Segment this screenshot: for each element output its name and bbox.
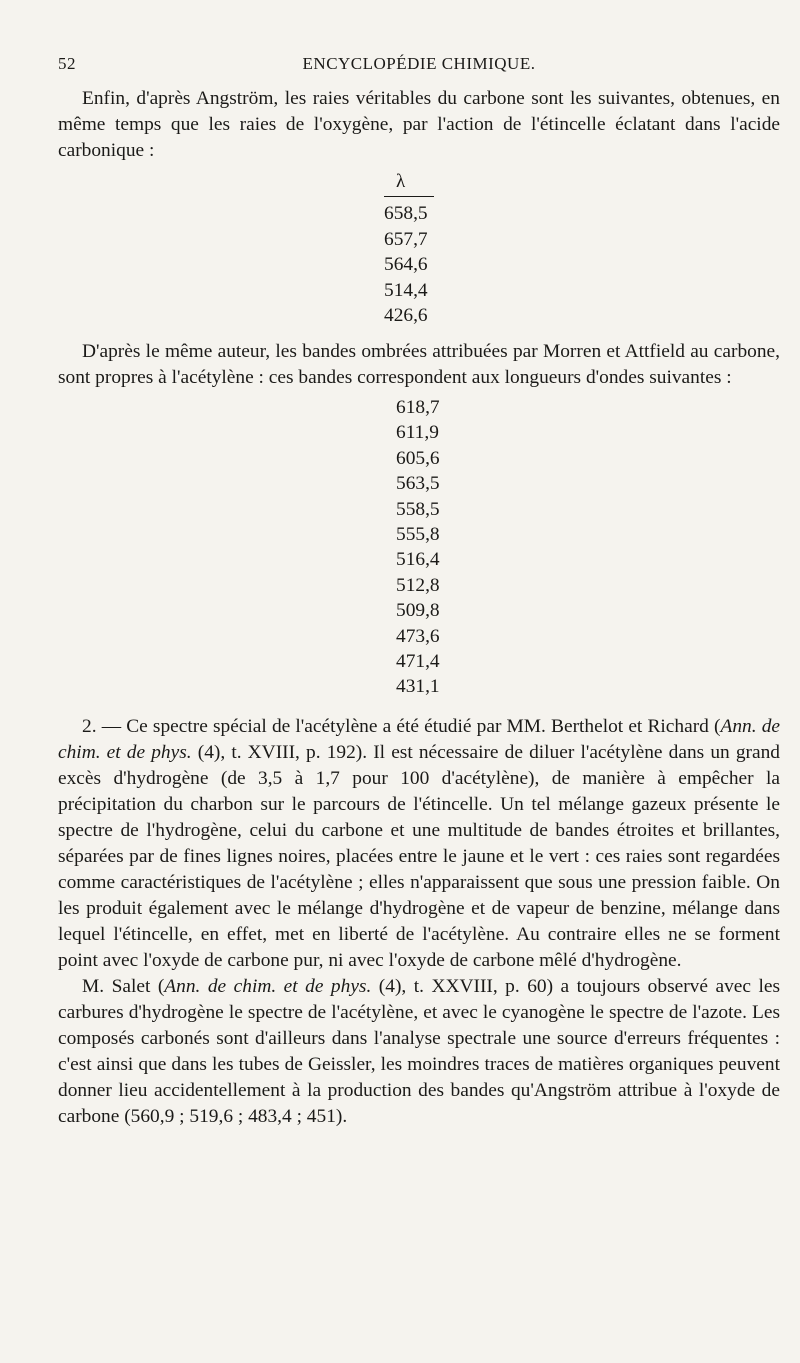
intro-paragraph: Enfin, d'après Angström, les raies véritables du carbone sont les suivantes, obtenues, en même temps que les raies de l'oxygène, par l'action de l'étincelle éclatant dans l'acide carbonique : [58,88,780,161]
paragraph-text: 2. — Ce spectre spécial de l'acétylène a été étudié par MM. Berthelot et Richard ( [82,715,721,737]
journal-reference: Ann. de chim. et de phys. [58,715,780,763]
document-page [58,50,780,1130]
paragraph-text: (4), t. XVIII, p. 192). Il est nécessaire de diluer l'acétylène dans un grand excès d'hydrogène (de 3,5 à 1,7 pour 100 d'acétylène), de manière à empêcher la précipitation du charbon sur le parcours de l'étincelle. Un tel mélange gazeux présente le spectre de l'hydrogène, celui du carbone et une multitude de bandes étroites et brillantes, séparées par de fines lignes noires, placées entre le jaune et le vert : ces raies sont regardées comme caractéristiques de l'acétylène ; elles n'apparaissent que sous une pression faible. On les produit également avec le mélange d'hydrogène et de vapeur de benzine, mélange dans lequel l'étincelle, en effet, met en liberté de l'acétylène. Au contraire elles ne se forment point avec l'oxyde de carbone pur, ni avec l'oxyde de carbone mêlé d'hydrogène. [58,741,780,971]
bands-intro-paragraph: D'après le même auteur, les bandes ombrées attribuées par Morren et Attfield au carbone, sont propres à l'acétylène : ces bandes correspondent aux longueurs d'ondes suivantes : [58,340,780,388]
carbon-lines-column [58,170,780,329]
column-rule [384,196,434,197]
carbon-line-value: 514,4 [384,279,428,301]
paragraph-text: (4), t. XXVIII, p. 60) a toujours observé avec les carbures d'hydrogène le spectre de l'acétylène, et avec le cyanogène le spectre de l'azote. Les composés carbonés sont d'ailleurs dans l'analyse spectrale une source d'erreurs fréquentes : c'est ainsi que dans les tubes de Geissler, les moindres traces de matières organiques peuvent donner lieu accidentellement à la production des bandes qu'Angström attribue à l'oxyde de carbone (560,9 ; 519,6 ; 483,4 ; 451). [58,975,781,1127]
band-value: 509,8 [396,600,440,622]
salet-paragraph [58,974,780,1130]
paragraph-text: M. Salet ( [82,975,165,997]
band-value: 605,6 [396,447,440,469]
band-value: 473,6 [396,625,440,647]
band-value: 563,5 [396,473,440,495]
journal-reference: Ann. de chim. et de phys. [164,975,372,997]
berthelot-paragraph [58,714,780,974]
acetylene-bands-column [58,395,780,700]
band-value: 611,9 [396,422,439,444]
band-value: 555,8 [396,524,440,545]
page-header [58,50,780,86]
band-value: 516,4 [396,549,440,571]
carbon-line-value: 426,6 [384,305,428,327]
carbon-line-value: 658,5 [384,203,428,224]
carbon-line-value: 564,6 [384,254,428,276]
band-value: 512,8 [396,574,440,596]
carbon-line-value: 657,7 [384,228,428,250]
page-number: 52 [58,54,76,73]
band-value: 471,4 [396,651,440,673]
lambda-symbol: λ [396,171,406,192]
running-title: ENCYCLOPÉDIE CHIMIQUE. [302,54,536,73]
band-value: 431,1 [396,676,440,698]
band-value: 558,5 [396,498,440,520]
band-value: 618,7 [396,396,440,418]
